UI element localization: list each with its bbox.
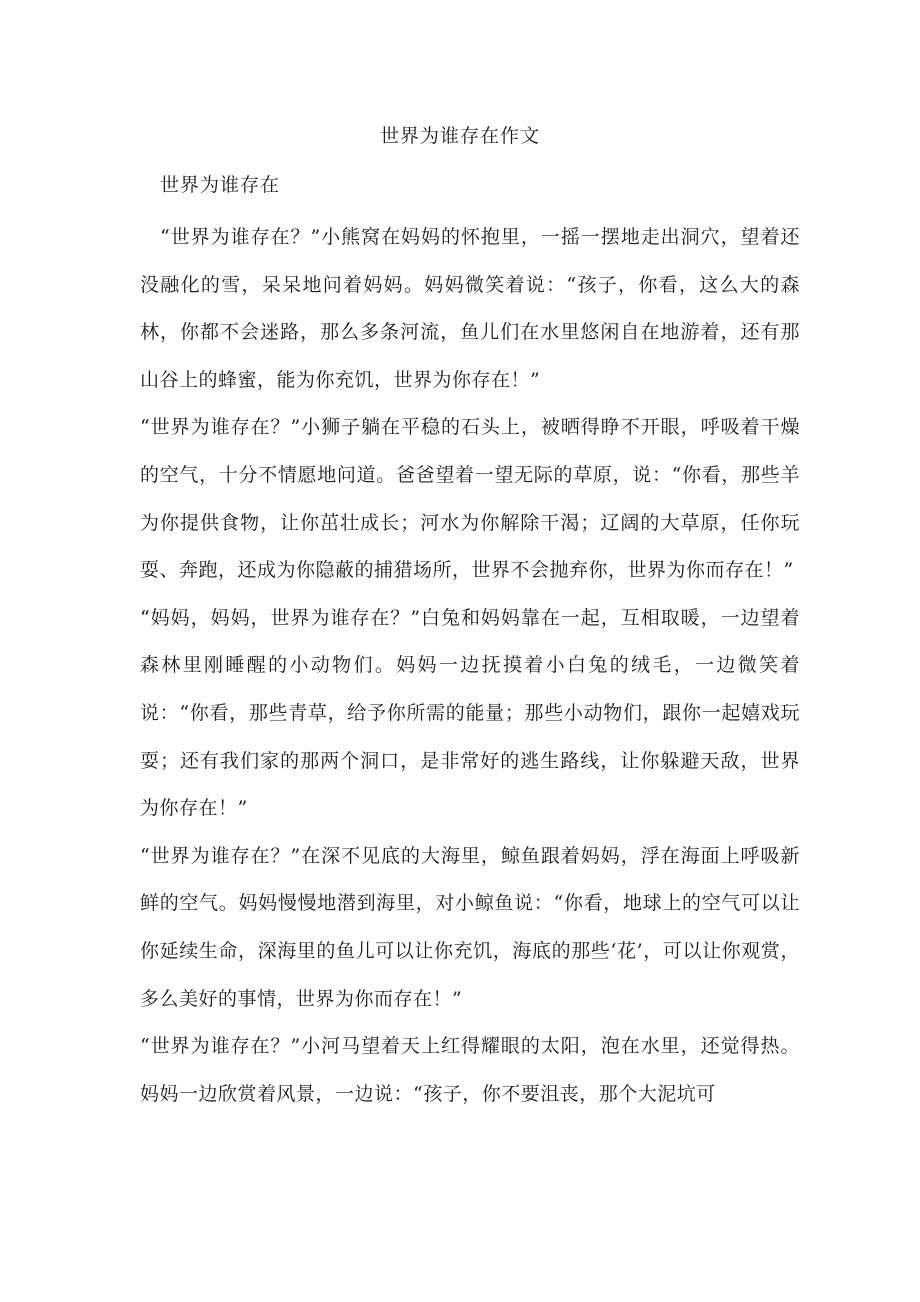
paragraph-lion: “世界为谁存在？”小狮子躺在平稳的石头上，被晒得睁不开眼，呼吸着干燥的空气，十分不情愿地问道。爸爸望着一望无际的草原，说：“你看，那些羊为你提供食物，让你茁壮成长；河水为你解除干渴；辽阔的大草原，任你玩耍、奔跑，还成为你隐蔽的捕猎场所，世界不会抛弃你，世界为你而存在！” <box>140 416 800 582</box>
document-body <box>140 214 800 1118</box>
paragraph-hippo: “世界为谁存在？”小河马望着天上红得耀眼的太阳，泡在水里，还觉得热。妈妈一边欣赏着风景，一边说：“孩子，你不要沮丧，那个大泥坑可 <box>140 1035 800 1105</box>
paragraph-whale: “世界为谁存在？”在深不见底的大海里，鲸鱼跟着妈妈，浮在海面上呼吸新鲜的空气。妈妈慢慢地潜到海里，对小鲸鱼说：“你看，地球上的空气可以让你延续生命，深海里的鱼儿可以让你充饥，海底的那些‘花’，可以让你观赏，多么美好的事情，世界为你而存在！” <box>140 844 800 1010</box>
document-subtitle: 世界为谁存在 <box>160 174 281 196</box>
paragraph-rabbit: “妈妈，妈妈，世界为谁存在？”白兔和妈妈靠在一起，互相取暖，一边望着森林里刚睡醒的小动物们。妈妈一边抚摸着小白兔的绒毛，一边微笑着说：“你看，那些青草，给予你所需的能量；那些小动物们，跟你一起嬉戏玩耍；还有我们家的那两个洞口，是非常好的逃生路线，让你躲避天敌，世界为你存在！” <box>140 606 800 820</box>
document-title: 世界为谁存在作文 <box>379 125 540 147</box>
paragraph-bear: “世界为谁存在？”小熊窝在妈妈的怀抱里，一摇一摆地走出洞穴，望着还没融化的雪，呆呆地问着妈妈。妈妈微笑着说：“孩子，你看，这么大的森林，你都不会迷路，那么多条河流，鱼儿们在水里悠闲自在地游着，还有那山谷上的蜂蜜，能为你充饥，世界为你存在！” <box>140 226 800 391</box>
